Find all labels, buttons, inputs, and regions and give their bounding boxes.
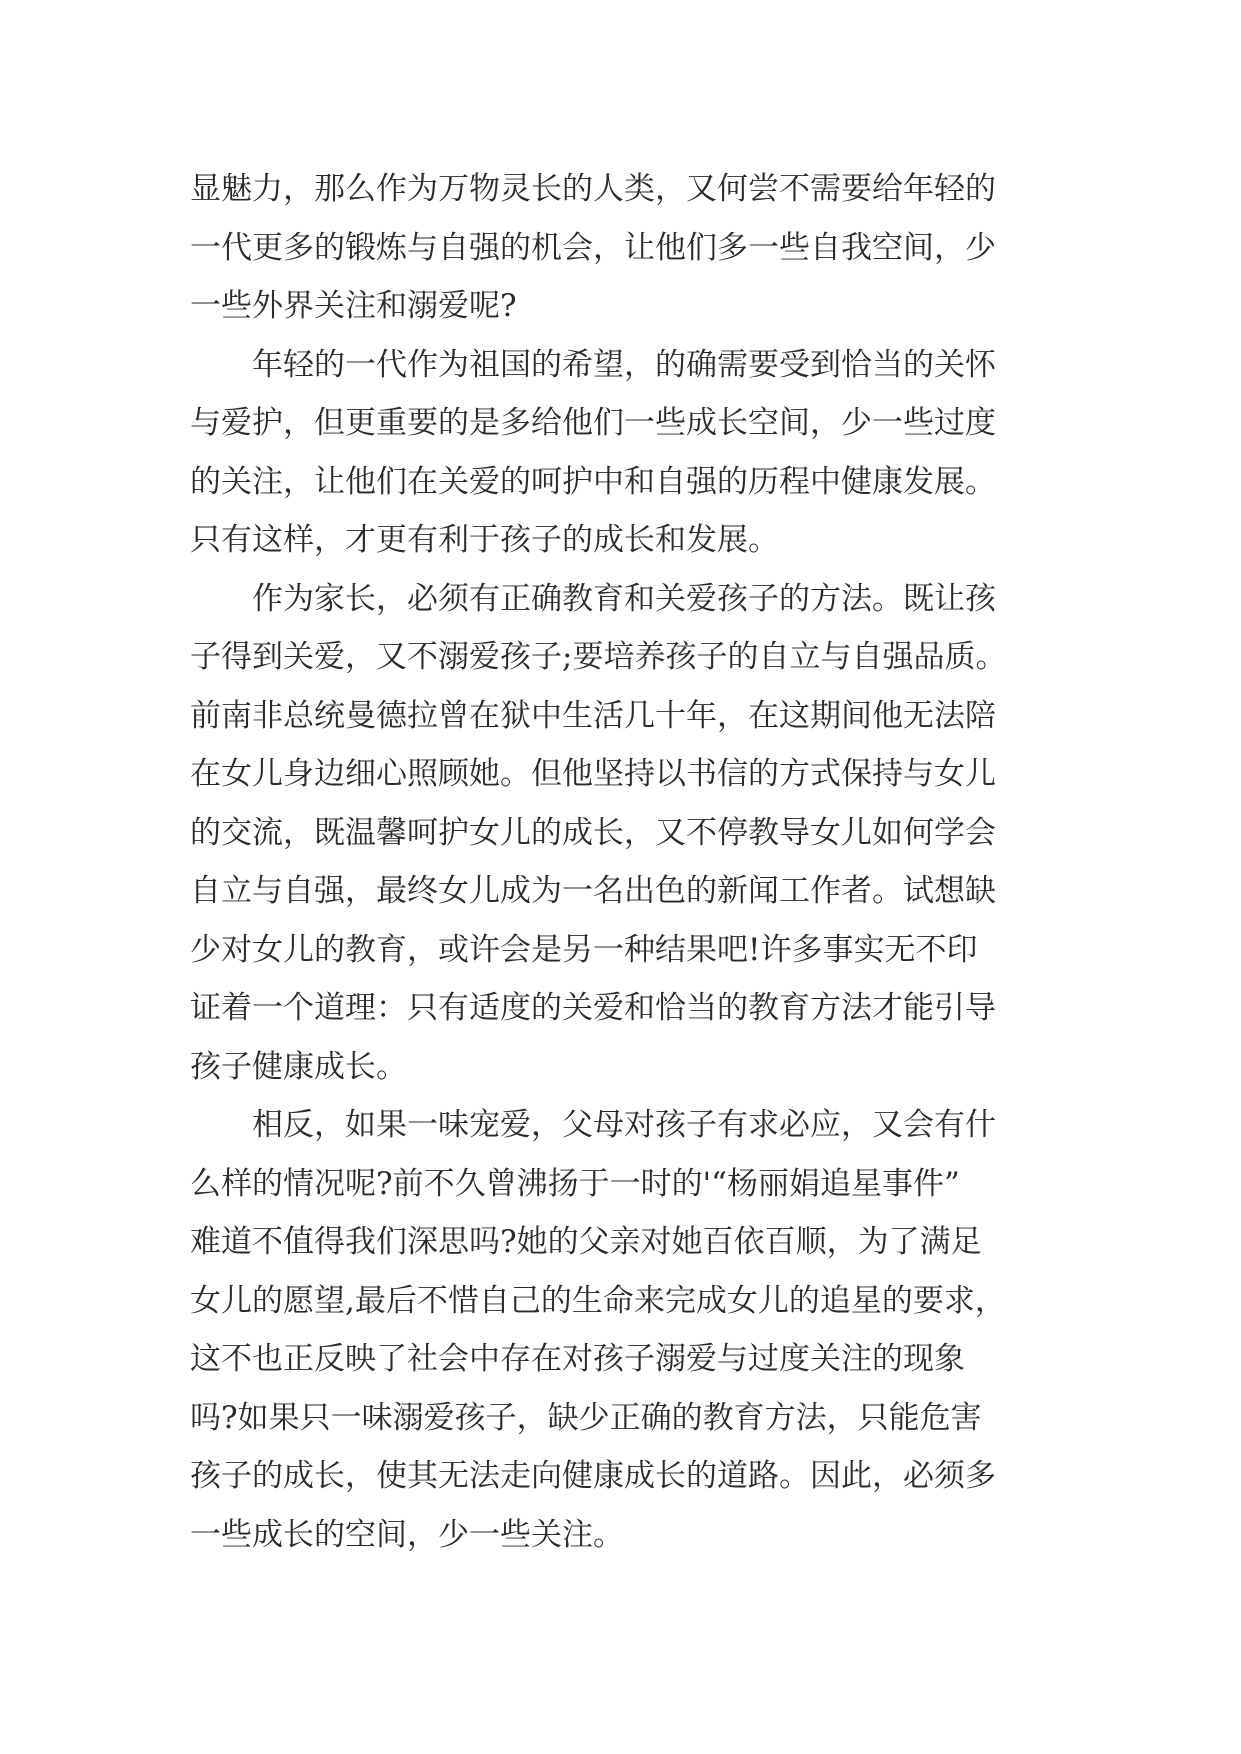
- text-line: 自立与自强，最终女儿成为一名出色的新闻工作者。试想缺: [190, 873, 996, 909]
- text-line: 难道不值得我们深思吗?她的父亲对她百依百顺，为了满足: [190, 1224, 982, 1260]
- text-line: 子得到关爱，又不溺爱孩子;要培养孩子的自立与自强品质。: [190, 639, 1007, 675]
- text-line: 的关注，让他们在关爱的呵护中和自强的历程中健康发展。: [190, 463, 996, 500]
- text-line: 女儿的愿望,最后不惜自己的生命来完成女儿的追星的要求，: [190, 1282, 1006, 1319]
- text-line: 相反，如果一味宠爱，父母对孩子有求必应，又会有什: [252, 1107, 996, 1143]
- text-line: 这不也正反映了社会中存在对孩子溺爱与过度关注的现象: [190, 1341, 965, 1377]
- text-line: 孩子的成长，使其无法走向健康成长的道路。因此，必须多: [190, 1458, 996, 1494]
- text-line: 一些外界关注和溺爱呢?: [190, 288, 517, 324]
- text-line: 只有这样，才更有利于孩子的成长和发展。: [190, 522, 779, 558]
- text-line: 证着一个道理：只有适度的关爱和恰当的教育方法才能引导: [190, 990, 996, 1026]
- text-line: 显魅力，那么作为万物灵长的人类，又何尝不需要给年轻的: [190, 171, 996, 207]
- text-line: 前南非总统曼德拉曾在狱中生活几十年，在这期间他无法陪: [190, 697, 996, 734]
- text-line: 孩子健康成长。: [190, 1048, 407, 1085]
- text-line: 的交流，既温馨呵护女儿的成长，又不停教导女儿如何学会: [190, 814, 996, 851]
- text-line: 吗?如果只一味溺爱孩子，缺少正确的教育方法，只能危害: [190, 1399, 982, 1436]
- text-line: 与爱护，但更重要的是多给他们一些成长空间，少一些过度: [190, 405, 996, 441]
- text-line: 么样的情况呢?前不久曾沸扬于一时的'“杨丽娟追星事件”: [190, 1165, 960, 1202]
- text-line: 作为家长，必须有正确教育和关爱孩子的方法。既让孩: [252, 580, 996, 617]
- text-line: 在女儿身边细心照顾她。但他坚持以书信的方式保持与女儿: [190, 756, 996, 792]
- text-line: 年轻的一代作为祖国的希望，的确需要受到恰当的关怀: [252, 346, 996, 383]
- text-line: 一些成长的空间，少一些关注。: [190, 1516, 624, 1553]
- body-text: [190, 160, 1070, 1564]
- text-line: 一代更多的锻炼与自强的机会，让他们多一些自我空间，少: [190, 229, 996, 266]
- text-line: 少对女儿的教育，或许会是另一种结果吧!许多事实无不印: [190, 931, 978, 968]
